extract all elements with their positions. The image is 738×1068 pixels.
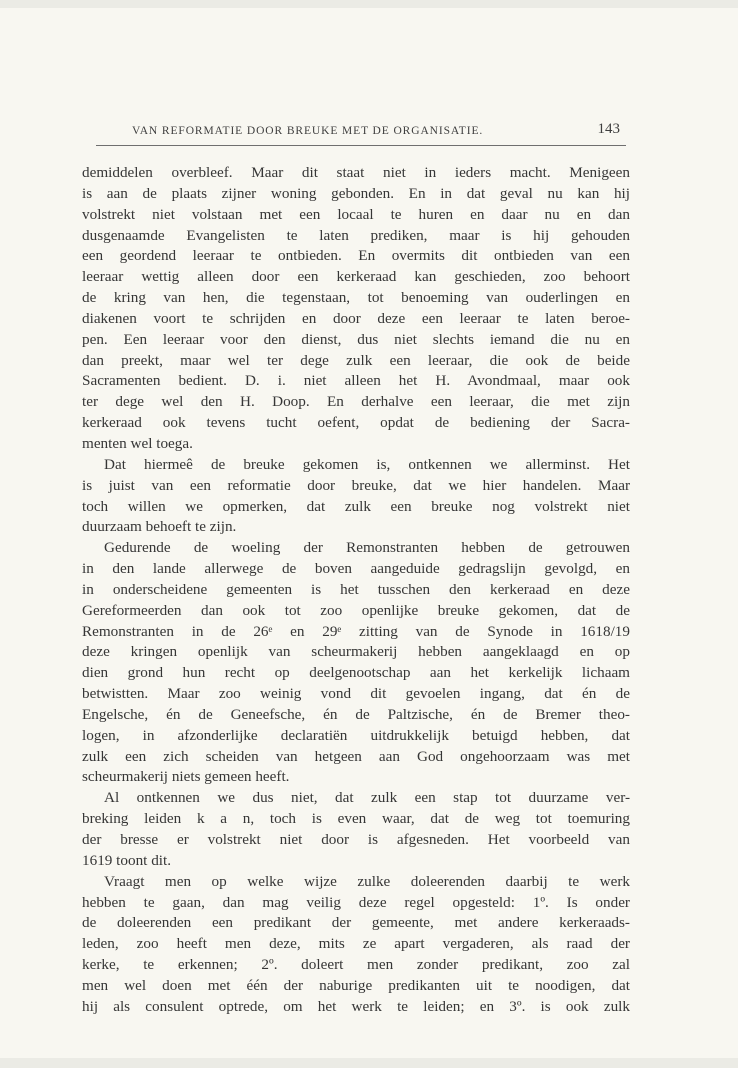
text-line: dusgenaamde Evangelisten te laten prediken, maar is hij gehouden xyxy=(82,226,630,244)
text-line: hij als consulent optrede, om het werk te leiden; en 3º. is ook zulk xyxy=(82,997,630,1015)
text-line: 1619 toont dit. xyxy=(82,851,172,869)
paragraph-start-line: Al ontkennen we dus niet, dat zulk een stap tot duurzame ver- xyxy=(104,789,630,807)
text-line: Gereformeerden dan ook tot zoo openlijke breuke gekomen, dat de xyxy=(82,601,630,619)
paragraph-start-line: Dat hiermeê de breuke gekomen is, ontkennen we allerminst. Het xyxy=(104,455,630,473)
text-line: betwistten. Maar zoo weinig vond dit gevoelen ingang, dat én de xyxy=(82,685,630,703)
text-line: Remonstranten in de 26ᵉ en 29ᵉ zitting van de Synode in 1618/19 xyxy=(82,622,630,640)
text-line: een geordend leeraar te ontbieden. En overmits dit ontbieden van een xyxy=(82,247,630,265)
text-line: Engelsche, én de Geneefsche, én de Paltzische, én de Bremer theo- xyxy=(82,705,630,723)
text-line: breking leiden k a n, toch is even waar, dat de weg tot toemuring xyxy=(82,810,630,828)
text-line: men wel doen met één der naburige predikanten uit te noodigen, dat xyxy=(82,976,630,994)
text-line: zulk een zich scheiden van hetgeen aan God ongehoorzaam was met xyxy=(82,747,630,765)
running-header xyxy=(96,120,626,142)
text-line: dan preekt, maar wel ter dege zulk een leeraar, die ook de beide xyxy=(82,351,630,369)
text-line: menten wel toega. xyxy=(82,434,193,452)
text-line: deze kringen openlijk van scheurmakerij hebben aangeklaagd en op xyxy=(82,643,630,661)
text-line: is juist van een reformatie door breuke, dat we hier handelen. Maar xyxy=(82,476,630,494)
text-line: is aan de plaats zijner woning gebonden. En in dat geval nu kan hij xyxy=(82,184,630,202)
text-line: kerkeraad ook tevens tucht oefent, opdat de bediening der Sacra- xyxy=(82,414,630,432)
text-line: in onderscheidene gemeenten is het tusschen den kerkeraad en deze xyxy=(82,580,630,598)
text-line: pen. Een leeraar voor den dienst, dus niet slechts iemand die nu en xyxy=(82,330,630,348)
text-line: hebben te gaan, dan mag veilig deze regel opgesteld: 1º. Is onder xyxy=(82,893,630,911)
text-line: dien grond hun recht op deelgenootschap aan het kerkelijk lichaam xyxy=(82,664,630,682)
text-line: demiddelen overbleef. Maar dit staat niet in ieders macht. Menigeen xyxy=(82,164,630,181)
text-line: leden, zoo heeft men deze, mits ze apart vergaderen, als raad der xyxy=(82,935,630,953)
body-text xyxy=(82,163,630,1018)
paragraph-start-line: Vraagt men op welke wijze zulke doleerenden daarbij te werk xyxy=(104,872,630,890)
text-line: ter dege wel den H. Doop. En derhalve een leeraar, die met zijn xyxy=(82,393,630,411)
text-line: toch willen we opmerken, dat zulk een breuke nog volstrekt niet xyxy=(82,497,630,515)
text-line: in den lande allerwege de boven aangeduide gedragslijn gevolgd, en xyxy=(82,560,630,578)
text-line: der bresse er volstrekt niet door is afgesneden. Het voorbeeld van xyxy=(82,831,630,848)
text-line: de kring van hen, die tegenstaan, tot benoeming van ouderlingen en xyxy=(82,289,630,307)
running-title: VAN REFORMATIE DOOR BREUKE MET DE ORGANISATIE. xyxy=(132,125,484,137)
text-line: Sacramenten bedient. D. i. niet alleen het H. Avondmaal, maar ook xyxy=(82,372,630,390)
text-line: logen, in afzonderlijke declaratiën uitdrukkelijk betuigd hebben, dat xyxy=(82,726,630,744)
text-line: de doleerenden een predikant der gemeente, met andere kerkeraads- xyxy=(82,914,630,932)
header-rule xyxy=(96,145,626,146)
page-number: 143 xyxy=(597,121,620,137)
paragraph-start-line: Gedurende de woeling der Remonstranten hebben de getrouwen xyxy=(104,539,630,557)
book-page xyxy=(0,8,738,1058)
text-line: leeraar wettig alleen door een kerkeraad kan geschieden, zoo behoort xyxy=(82,268,630,286)
text-line: duurzaam behoeft te zijn. xyxy=(82,518,237,536)
text-line: kerke, te erkennen; 2º. doleert men zonder predikant, zoo zal xyxy=(82,956,630,974)
text-line: diakenen voort te schrijden en door deze een leeraar te laten beroe- xyxy=(82,309,630,327)
text-line: scheurmakerij niets gemeen heeft. xyxy=(82,768,290,786)
text-line: volstrekt niet volstaan met een locaal te huren en daar nu en dan xyxy=(82,205,630,223)
